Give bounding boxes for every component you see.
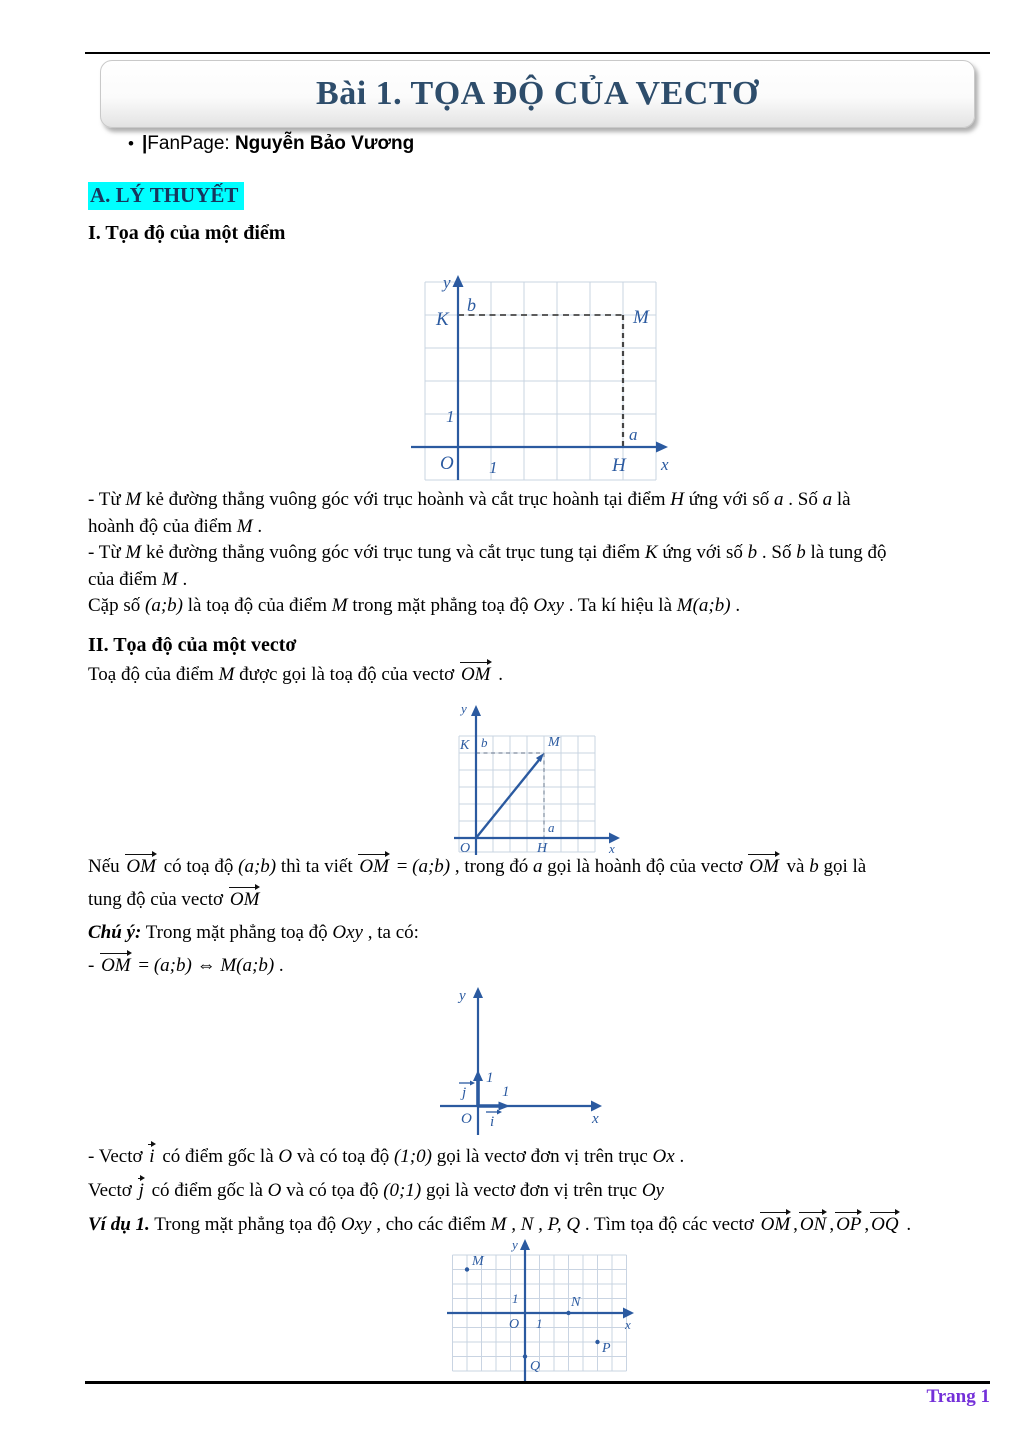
origin-label: O: [461, 1111, 472, 1127]
text-line: hoành độ của điểm M .: [88, 515, 263, 537]
heading-1: I. Tọa độ của một điểm: [88, 222, 286, 244]
paragraph-vector-coordinates: [88, 850, 993, 982]
i-overline-arrow-icon: [497, 1110, 502, 1115]
math-symbol: M(a;b): [676, 595, 731, 617]
math-symbol: M: [161, 568, 178, 590]
math-symbol: (a;b): [145, 595, 183, 617]
math-symbol: a: [822, 489, 833, 510]
x-axis-label: x: [625, 1317, 631, 1332]
math-symbol: O: [267, 1180, 282, 1201]
vector-symbol: OM: [359, 853, 389, 876]
point-Q-dot: [523, 1354, 527, 1358]
math-symbol: b: [796, 542, 806, 564]
math-symbol: Ví dụ 1.: [88, 1214, 150, 1235]
math-symbol: b: [747, 542, 758, 564]
vector-symbol: OM: [461, 661, 491, 684]
unit-x-label: 1: [489, 458, 498, 477]
y-axis-arrow-icon: [453, 275, 464, 287]
unit-y-label: 1: [512, 1291, 519, 1306]
point-M-label: M: [633, 307, 649, 328]
math-symbol: K: [644, 542, 658, 564]
section-heading-a-label: A. LÝ THUYẾT: [88, 182, 244, 210]
math-symbol: (a;b): [238, 856, 277, 877]
fanpage-line: [128, 133, 414, 155]
unit-j-value: 1: [486, 1070, 494, 1086]
vector-i-label: i: [490, 1114, 495, 1130]
y-axis-label: y: [512, 1237, 518, 1252]
vector-symbol: OM: [749, 853, 779, 876]
figure-point-coordinates: [405, 272, 685, 482]
figure-points-mnpq: [446, 1237, 638, 1389]
math-symbol: M: [125, 542, 142, 564]
text-line: của điểm M .: [88, 568, 188, 590]
vector-j-label: j: [462, 1085, 467, 1101]
a-label: a: [548, 820, 555, 835]
math-symbol: M: [331, 595, 348, 617]
a-label: a: [629, 425, 638, 444]
y-axis-label: y: [443, 273, 451, 292]
fanpage-pipe: |: [141, 133, 148, 154]
vector-symbol: j: [139, 1177, 144, 1200]
text-line: tung độ của vectơ OM: [88, 883, 993, 916]
vector-symbol: ON: [800, 1211, 826, 1234]
y-axis-arrow-icon: [471, 705, 481, 716]
unit-y-label: 1: [446, 407, 455, 426]
vector-symbol: OM: [101, 952, 131, 975]
paragraph-vector-intro: [88, 658, 988, 692]
text-line: - Từ M kẻ đường thẳng vuông góc với trục tung và cắt trục tung tại điểm K ứng với số b . Số b là tung độ: [88, 542, 887, 564]
point-P-label: P: [602, 1341, 611, 1356]
paragraph-unit-vectors-example: [88, 1140, 993, 1242]
x-axis-arrow-icon: [591, 1101, 602, 1112]
math-symbol: a: [774, 489, 784, 510]
b-label: b: [481, 735, 488, 750]
math-symbol: a: [533, 856, 543, 877]
fanpage-label: FanPage:: [147, 133, 235, 154]
math-symbol: (0;1): [383, 1180, 422, 1201]
point-H-label: H: [537, 841, 548, 856]
vector-symbol: OM: [126, 853, 156, 876]
x-axis-label: x: [661, 455, 669, 474]
origin-label: O: [509, 1317, 520, 1332]
point-M-label: M: [548, 735, 560, 750]
math-symbol: Oxy: [533, 595, 564, 617]
vector-symbol: OM: [761, 1211, 791, 1234]
paragraph-point-definition: [88, 487, 988, 620]
math-symbol: b: [809, 856, 819, 877]
x-axis-label: x: [609, 841, 615, 856]
bottom-rule: [85, 1381, 990, 1384]
point-M-label: M: [472, 1254, 484, 1269]
text-line: Chú ý: Trong mặt phẳng toạ độ Oxy , ta có:: [88, 922, 419, 943]
figure-vector-om: [452, 700, 624, 856]
math-symbol: M: [236, 515, 253, 537]
text-line: Ví dụ 1. Trong mặt phẳng tọa độ Oxy , cho các điểm M , N , P, Q . Tìm tọa độ các vectơ OM , ON , OP , OQ .: [88, 1208, 993, 1242]
point-K-label: K: [460, 738, 470, 753]
unit-i-value: 1: [502, 1084, 510, 1100]
math-symbol: H: [670, 489, 684, 510]
text-line: - Vectơ i có điểm gốc là O và có toạ độ (1;0) gọi là vectơ đơn vị trên trục Ox .: [88, 1140, 993, 1174]
point-N-dot: [566, 1311, 570, 1315]
point-Q-label: Q: [530, 1359, 541, 1374]
page-title: Bài 1. TỌA ĐỘ CỦA VECTƠ: [316, 75, 759, 112]
text-line: Nếu OM có toạ độ (a;b) thì ta viết OM = (a;b) , trong đó a gọi là hoành độ của vectơ OM và b gọi là: [88, 850, 993, 883]
unit-x-label: 1: [536, 1316, 543, 1331]
unit-vector-i-arrow-icon: [499, 1102, 511, 1111]
math-symbol: (1;0): [393, 1146, 432, 1167]
y-axis-label: y: [459, 988, 466, 1004]
b-label: b: [467, 295, 476, 315]
text-line: - Từ M kẻ đường thẳng vuông góc với trục hoành và cắt trục hoành tại điểm H ứng với số a . Số a là: [88, 489, 851, 510]
figure-unit-vectors: [432, 983, 647, 1141]
page-number: Trang 1: [926, 1386, 990, 1407]
point-K-label: K: [436, 309, 449, 330]
vector-om-line: [476, 760, 539, 838]
vector-symbol: OP: [836, 1211, 861, 1234]
y-axis-arrow-icon: [473, 987, 483, 998]
math-symbol: M: [125, 489, 142, 510]
text-line: - OM = (a;b) ⇔ M(a;b) .: [88, 949, 993, 982]
top-rule: [85, 52, 990, 54]
point-H-label: H: [612, 455, 626, 476]
math-symbol: Ox: [652, 1146, 675, 1167]
point-M-dot: [465, 1267, 469, 1271]
bullet-icon: •: [128, 134, 134, 153]
text-line: Vectơ j có điểm gốc là O và có tọa độ (0;1) gọi là vectơ đơn vị trên trục Oy: [88, 1174, 993, 1208]
math-symbol: (a;b): [412, 856, 451, 877]
math-symbol: M: [218, 664, 235, 685]
unit-vector-j-arrow-icon: [473, 1070, 483, 1081]
y-axis-label: y: [461, 701, 467, 716]
text-line: Cặp số (a;b) là toạ độ của điểm M trong mặt phẳng toạ độ Oxy . Ta kí hiệu là M(a;b) .: [88, 595, 741, 617]
math-symbol: Chú ý:: [88, 922, 142, 943]
math-symbol: O: [278, 1146, 293, 1167]
origin-label: O: [440, 453, 454, 474]
j-overline-arrow-icon: [470, 1081, 475, 1086]
section-heading-a: [88, 183, 244, 208]
x-axis-arrow-icon: [656, 442, 668, 453]
point-P-dot: [595, 1340, 599, 1344]
vector-symbol: OQ: [871, 1211, 898, 1234]
math-symbol: (a;b): [153, 955, 192, 976]
title-banner: [100, 60, 975, 128]
math-symbol: M(a;b): [220, 955, 275, 976]
math-symbol: Oxy: [332, 922, 363, 943]
origin-label: O: [460, 841, 471, 856]
grid-lines: [425, 282, 656, 480]
y-axis-arrow-icon: [520, 1239, 530, 1250]
vector-symbol: OM: [230, 886, 260, 909]
fanpage-name: Nguyễn Bảo Vương: [234, 133, 415, 154]
x-axis-label: x: [592, 1111, 599, 1127]
heading-2: II. Tọa độ của một vectơ: [88, 634, 297, 656]
math-symbol: M , N , P, Q: [490, 1214, 581, 1235]
point-N-label: N: [571, 1295, 581, 1310]
text-line: Toạ độ của điểm M được gọi là toạ độ của vectơ OM .: [88, 658, 988, 692]
math-symbol: Oy: [641, 1180, 664, 1201]
math-symbol: Oxy: [340, 1214, 372, 1235]
vector-symbol: i: [149, 1143, 154, 1166]
